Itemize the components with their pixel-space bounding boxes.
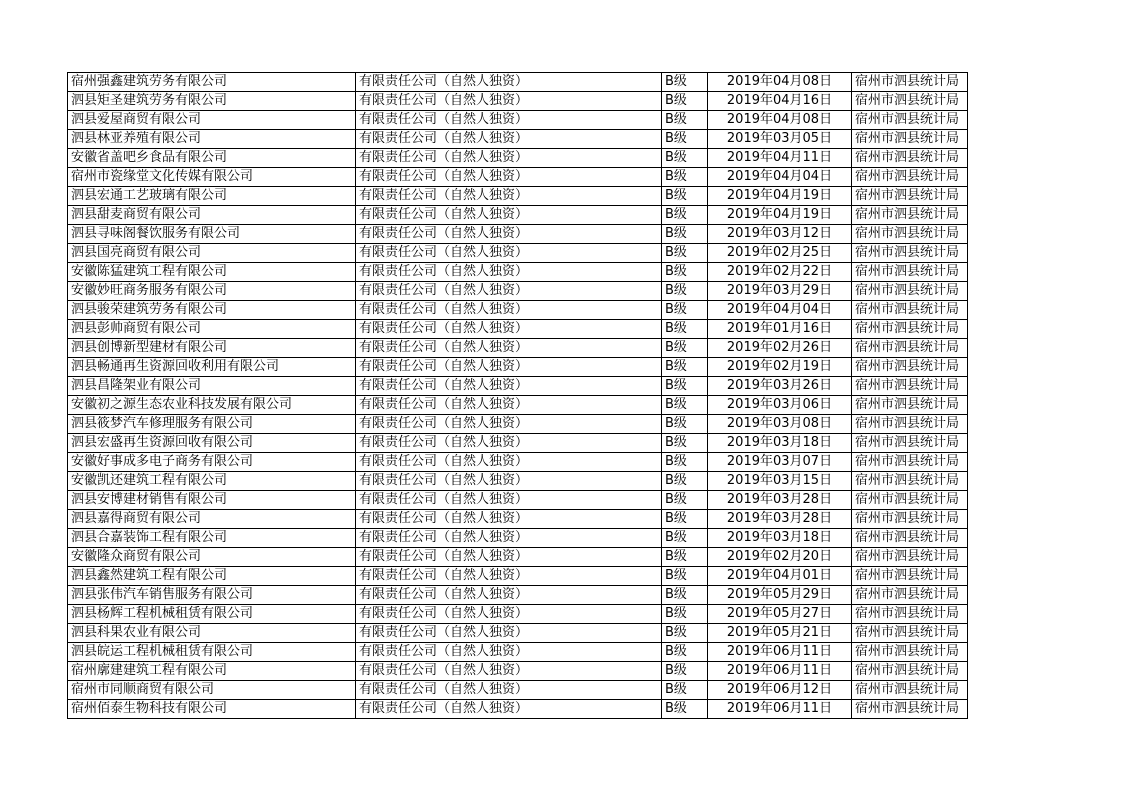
rating-date-cell: 2019年03月08日 (708, 415, 852, 434)
issuing-authority-cell: 宿州市泗县统计局 (852, 358, 968, 377)
table-row (68, 225, 968, 244)
rating-date-cell: 2019年04月19日 (708, 187, 852, 206)
table-row (68, 377, 968, 396)
company-type-cell: 有限责任公司（自然人独资） (356, 225, 662, 244)
issuing-authority-cell: 宿州市泗县统计局 (852, 472, 968, 491)
credit-grade-cell: B级 (662, 567, 708, 586)
table-row (68, 130, 968, 149)
company-type-cell: 有限责任公司（自然人独资） (356, 301, 662, 320)
company-name-cell: 泗县林亚养殖有限公司 (68, 130, 356, 149)
company-name-cell: 泗县昌隆架业有限公司 (68, 377, 356, 396)
company-type-cell: 有限责任公司（自然人独资） (356, 111, 662, 130)
credit-grade-cell: B级 (662, 149, 708, 168)
table-row (68, 681, 968, 700)
credit-grade-cell: B级 (662, 662, 708, 681)
rating-date-cell: 2019年03月15日 (708, 472, 852, 491)
company-type-cell: 有限责任公司（自然人独资） (356, 358, 662, 377)
company-name-cell: 泗县合嘉装饰工程有限公司 (68, 529, 356, 548)
company-type-cell: 有限责任公司（自然人独资） (356, 567, 662, 586)
issuing-authority-cell: 宿州市泗县统计局 (852, 510, 968, 529)
rating-date-cell: 2019年02月20日 (708, 548, 852, 567)
table-row (68, 282, 968, 301)
company-name-cell: 宿州佰泰生物科技有限公司 (68, 700, 356, 719)
credit-grade-cell: B级 (662, 624, 708, 643)
issuing-authority-cell: 宿州市泗县统计局 (852, 111, 968, 130)
company-name-cell: 安徽隆众商贸有限公司 (68, 548, 356, 567)
company-name-cell: 泗县畅通再生资源回收利用有限公司 (68, 358, 356, 377)
issuing-authority-cell: 宿州市泗县统计局 (852, 662, 968, 681)
table-row (68, 491, 968, 510)
issuing-authority-cell: 宿州市泗县统计局 (852, 415, 968, 434)
issuing-authority-cell: 宿州市泗县统计局 (852, 377, 968, 396)
company-type-cell: 有限责任公司（自然人独资） (356, 491, 662, 510)
company-name-cell: 安徽妙旺商务服务有限公司 (68, 282, 356, 301)
company-type-cell: 有限责任公司（自然人独资） (356, 700, 662, 719)
company-type-cell: 有限责任公司（自然人独资） (356, 73, 662, 92)
company-name-cell: 泗县甜麦商贸有限公司 (68, 206, 356, 225)
company-type-cell: 有限责任公司（自然人独资） (356, 605, 662, 624)
table-row (68, 624, 968, 643)
company-name-cell: 泗县彭帅商贸有限公司 (68, 320, 356, 339)
rating-date-cell: 2019年01月16日 (708, 320, 852, 339)
credit-grade-cell: B级 (662, 586, 708, 605)
issuing-authority-cell: 宿州市泗县统计局 (852, 301, 968, 320)
company-name-cell: 安徽初之源生态农业科技发展有限公司 (68, 396, 356, 415)
rating-date-cell: 2019年06月11日 (708, 643, 852, 662)
rating-date-cell: 2019年04月04日 (708, 168, 852, 187)
company-name-cell: 泗县嘉得商贸有限公司 (68, 510, 356, 529)
table-row (68, 605, 968, 624)
company-name-cell: 安徽好事成多电子商务有限公司 (68, 453, 356, 472)
rating-date-cell: 2019年03月18日 (708, 434, 852, 453)
rating-date-cell: 2019年04月08日 (708, 111, 852, 130)
company-type-cell: 有限责任公司（自然人独资） (356, 396, 662, 415)
table-row (68, 434, 968, 453)
company-name-cell: 泗县杨辉工程机械租赁有限公司 (68, 605, 356, 624)
rating-date-cell: 2019年03月07日 (708, 453, 852, 472)
company-type-cell: 有限责任公司（自然人独资） (356, 453, 662, 472)
company-type-cell: 有限责任公司（自然人独资） (356, 92, 662, 111)
company-type-cell: 有限责任公司（自然人独资） (356, 377, 662, 396)
credit-grade-cell: B级 (662, 111, 708, 130)
table-row (68, 168, 968, 187)
issuing-authority-cell: 宿州市泗县统计局 (852, 491, 968, 510)
table-row (68, 700, 968, 719)
table-row (68, 301, 968, 320)
credit-grade-cell: B级 (662, 320, 708, 339)
credit-grade-cell: B级 (662, 263, 708, 282)
table-row (68, 643, 968, 662)
credit-grade-cell: B级 (662, 491, 708, 510)
table-row (68, 263, 968, 282)
table-row (68, 73, 968, 92)
company-name-cell: 安徽陈猛建筑工程有限公司 (68, 263, 356, 282)
company-type-cell: 有限责任公司（自然人独资） (356, 548, 662, 567)
rating-date-cell: 2019年03月28日 (708, 491, 852, 510)
table-row (68, 567, 968, 586)
company-name-cell: 宿州廓建建筑工程有限公司 (68, 662, 356, 681)
issuing-authority-cell: 宿州市泗县统计局 (852, 567, 968, 586)
company-type-cell: 有限责任公司（自然人独资） (356, 187, 662, 206)
company-name-cell: 泗县科果农业有限公司 (68, 624, 356, 643)
rating-date-cell: 2019年05月29日 (708, 586, 852, 605)
rating-date-cell: 2019年04月04日 (708, 301, 852, 320)
issuing-authority-cell: 宿州市泗县统计局 (852, 187, 968, 206)
credit-grade-cell: B级 (662, 244, 708, 263)
rating-date-cell: 2019年02月26日 (708, 339, 852, 358)
rating-date-cell: 2019年03月29日 (708, 282, 852, 301)
table-row (68, 111, 968, 130)
table-row (68, 320, 968, 339)
credit-grade-cell: B级 (662, 643, 708, 662)
company-name-cell: 泗县皖运工程机械租赁有限公司 (68, 643, 356, 662)
company-name-cell: 泗县爱屋商贸有限公司 (68, 111, 356, 130)
issuing-authority-cell: 宿州市泗县统计局 (852, 73, 968, 92)
company-type-cell: 有限责任公司（自然人独资） (356, 586, 662, 605)
table-row (68, 244, 968, 263)
company-name-cell: 泗县鑫然建筑工程有限公司 (68, 567, 356, 586)
issuing-authority-cell: 宿州市泗县统计局 (852, 453, 968, 472)
company-name-cell: 宿州市同顺商贸有限公司 (68, 681, 356, 700)
company-type-cell: 有限责任公司（自然人独资） (356, 624, 662, 643)
company-type-cell: 有限责任公司（自然人独资） (356, 130, 662, 149)
company-name-cell: 泗县宏盛再生资源回收有限公司 (68, 434, 356, 453)
credit-grade-cell: B级 (662, 434, 708, 453)
rating-date-cell: 2019年04月11日 (708, 149, 852, 168)
company-name-cell: 泗县筱梦汽车修理服务有限公司 (68, 415, 356, 434)
issuing-authority-cell: 宿州市泗县统计局 (852, 605, 968, 624)
rating-date-cell: 2019年03月26日 (708, 377, 852, 396)
rating-date-cell: 2019年04月08日 (708, 73, 852, 92)
company-type-cell: 有限责任公司（自然人独资） (356, 510, 662, 529)
table-row (68, 396, 968, 415)
issuing-authority-cell: 宿州市泗县统计局 (852, 529, 968, 548)
issuing-authority-cell: 宿州市泗县统计局 (852, 434, 968, 453)
issuing-authority-cell: 宿州市泗县统计局 (852, 681, 968, 700)
company-name-cell: 泗县宏通工艺玻璃有限公司 (68, 187, 356, 206)
credit-grade-cell: B级 (662, 92, 708, 111)
table-row (68, 149, 968, 168)
table-row (68, 548, 968, 567)
table-body (68, 73, 968, 719)
issuing-authority-cell: 宿州市泗县统计局 (852, 92, 968, 111)
issuing-authority-cell: 宿州市泗县统计局 (852, 624, 968, 643)
table-row (68, 206, 968, 225)
issuing-authority-cell: 宿州市泗县统计局 (852, 149, 968, 168)
issuing-authority-cell: 宿州市泗县统计局 (852, 244, 968, 263)
company-type-cell: 有限责任公司（自然人独资） (356, 282, 662, 301)
company-type-cell: 有限责任公司（自然人独资） (356, 681, 662, 700)
credit-grade-cell: B级 (662, 700, 708, 719)
credit-grade-cell: B级 (662, 396, 708, 415)
company-name-cell: 安徽凯还建筑工程有限公司 (68, 472, 356, 491)
credit-grade-cell: B级 (662, 130, 708, 149)
rating-date-cell: 2019年02月22日 (708, 263, 852, 282)
table-row (68, 472, 968, 491)
issuing-authority-cell: 宿州市泗县统计局 (852, 339, 968, 358)
rating-date-cell: 2019年06月11日 (708, 700, 852, 719)
credit-grade-cell: B级 (662, 73, 708, 92)
credit-grade-cell: B级 (662, 187, 708, 206)
credit-grade-cell: B级 (662, 681, 708, 700)
company-type-cell: 有限责任公司（自然人独资） (356, 662, 662, 681)
credit-grade-cell: B级 (662, 358, 708, 377)
company-name-cell: 泗县国亮商贸有限公司 (68, 244, 356, 263)
company-type-cell: 有限责任公司（自然人独资） (356, 149, 662, 168)
credit-grade-cell: B级 (662, 605, 708, 624)
rating-date-cell: 2019年03月12日 (708, 225, 852, 244)
credit-grade-cell: B级 (662, 529, 708, 548)
table-row (68, 453, 968, 472)
table-row (68, 92, 968, 111)
rating-date-cell: 2019年02月25日 (708, 244, 852, 263)
issuing-authority-cell: 宿州市泗县统计局 (852, 643, 968, 662)
company-type-cell: 有限责任公司（自然人独资） (356, 263, 662, 282)
company-name-cell: 安徽省盖吧乡食品有限公司 (68, 149, 356, 168)
company-name-cell: 泗县创博新型建材有限公司 (68, 339, 356, 358)
issuing-authority-cell: 宿州市泗县统计局 (852, 130, 968, 149)
issuing-authority-cell: 宿州市泗县统计局 (852, 320, 968, 339)
table-row (68, 510, 968, 529)
rating-date-cell: 2019年03月06日 (708, 396, 852, 415)
credit-grade-cell: B级 (662, 225, 708, 244)
credit-grade-cell: B级 (662, 377, 708, 396)
rating-date-cell: 2019年05月21日 (708, 624, 852, 643)
company-type-cell: 有限责任公司（自然人独资） (356, 320, 662, 339)
table-row (68, 529, 968, 548)
table-row (68, 586, 968, 605)
table-row (68, 358, 968, 377)
credit-grade-cell: B级 (662, 168, 708, 187)
rating-date-cell: 2019年04月01日 (708, 567, 852, 586)
rating-date-cell: 2019年05月27日 (708, 605, 852, 624)
table-row (68, 415, 968, 434)
credit-grade-cell: B级 (662, 282, 708, 301)
company-name-cell: 泗县寻味阁餐饮服务有限公司 (68, 225, 356, 244)
rating-date-cell: 2019年03月05日 (708, 130, 852, 149)
company-name-cell: 泗县骏荣建筑劳务有限公司 (68, 301, 356, 320)
issuing-authority-cell: 宿州市泗县统计局 (852, 700, 968, 719)
company-name-cell: 泗县张伟汽车销售服务有限公司 (68, 586, 356, 605)
company-type-cell: 有限责任公司（自然人独资） (356, 206, 662, 225)
issuing-authority-cell: 宿州市泗县统计局 (852, 206, 968, 225)
table-row (68, 187, 968, 206)
table-row (68, 662, 968, 681)
credit-grade-cell: B级 (662, 301, 708, 320)
issuing-authority-cell: 宿州市泗县统计局 (852, 263, 968, 282)
rating-date-cell: 2019年04月19日 (708, 206, 852, 225)
company-name-cell: 泗县矩圣建筑劳务有限公司 (68, 92, 356, 111)
issuing-authority-cell: 宿州市泗县统计局 (852, 396, 968, 415)
table-row (68, 339, 968, 358)
company-type-cell: 有限责任公司（自然人独资） (356, 415, 662, 434)
company-name-cell: 泗县安博建材销售有限公司 (68, 491, 356, 510)
company-type-cell: 有限责任公司（自然人独资） (356, 472, 662, 491)
company-type-cell: 有限责任公司（自然人独资） (356, 643, 662, 662)
credit-grade-cell: B级 (662, 339, 708, 358)
credit-grade-cell: B级 (662, 510, 708, 529)
rating-date-cell: 2019年04月16日 (708, 92, 852, 111)
company-name-cell: 宿州强鑫建筑劳务有限公司 (68, 73, 356, 92)
issuing-authority-cell: 宿州市泗县统计局 (852, 168, 968, 187)
issuing-authority-cell: 宿州市泗县统计局 (852, 586, 968, 605)
issuing-authority-cell: 宿州市泗县统计局 (852, 548, 968, 567)
company-type-cell: 有限责任公司（自然人独资） (356, 244, 662, 263)
company-type-cell: 有限责任公司（自然人独资） (356, 434, 662, 453)
issuing-authority-cell: 宿州市泗县统计局 (852, 225, 968, 244)
company-type-cell: 有限责任公司（自然人独资） (356, 529, 662, 548)
credit-grade-cell: B级 (662, 548, 708, 567)
issuing-authority-cell: 宿州市泗县统计局 (852, 282, 968, 301)
credit-grade-cell: B级 (662, 206, 708, 225)
company-name-cell: 宿州市瓷缘堂文化传媒有限公司 (68, 168, 356, 187)
rating-date-cell: 2019年03月18日 (708, 529, 852, 548)
rating-date-cell: 2019年06月11日 (708, 662, 852, 681)
credit-grade-cell: B级 (662, 415, 708, 434)
rating-date-cell: 2019年02月19日 (708, 358, 852, 377)
rating-date-cell: 2019年06月12日 (708, 681, 852, 700)
credit-grade-cell: B级 (662, 472, 708, 491)
credit-grade-cell: B级 (662, 453, 708, 472)
rating-date-cell: 2019年03月28日 (708, 510, 852, 529)
credit-rating-table (67, 72, 968, 719)
company-type-cell: 有限责任公司（自然人独资） (356, 168, 662, 187)
company-type-cell: 有限责任公司（自然人独资） (356, 339, 662, 358)
